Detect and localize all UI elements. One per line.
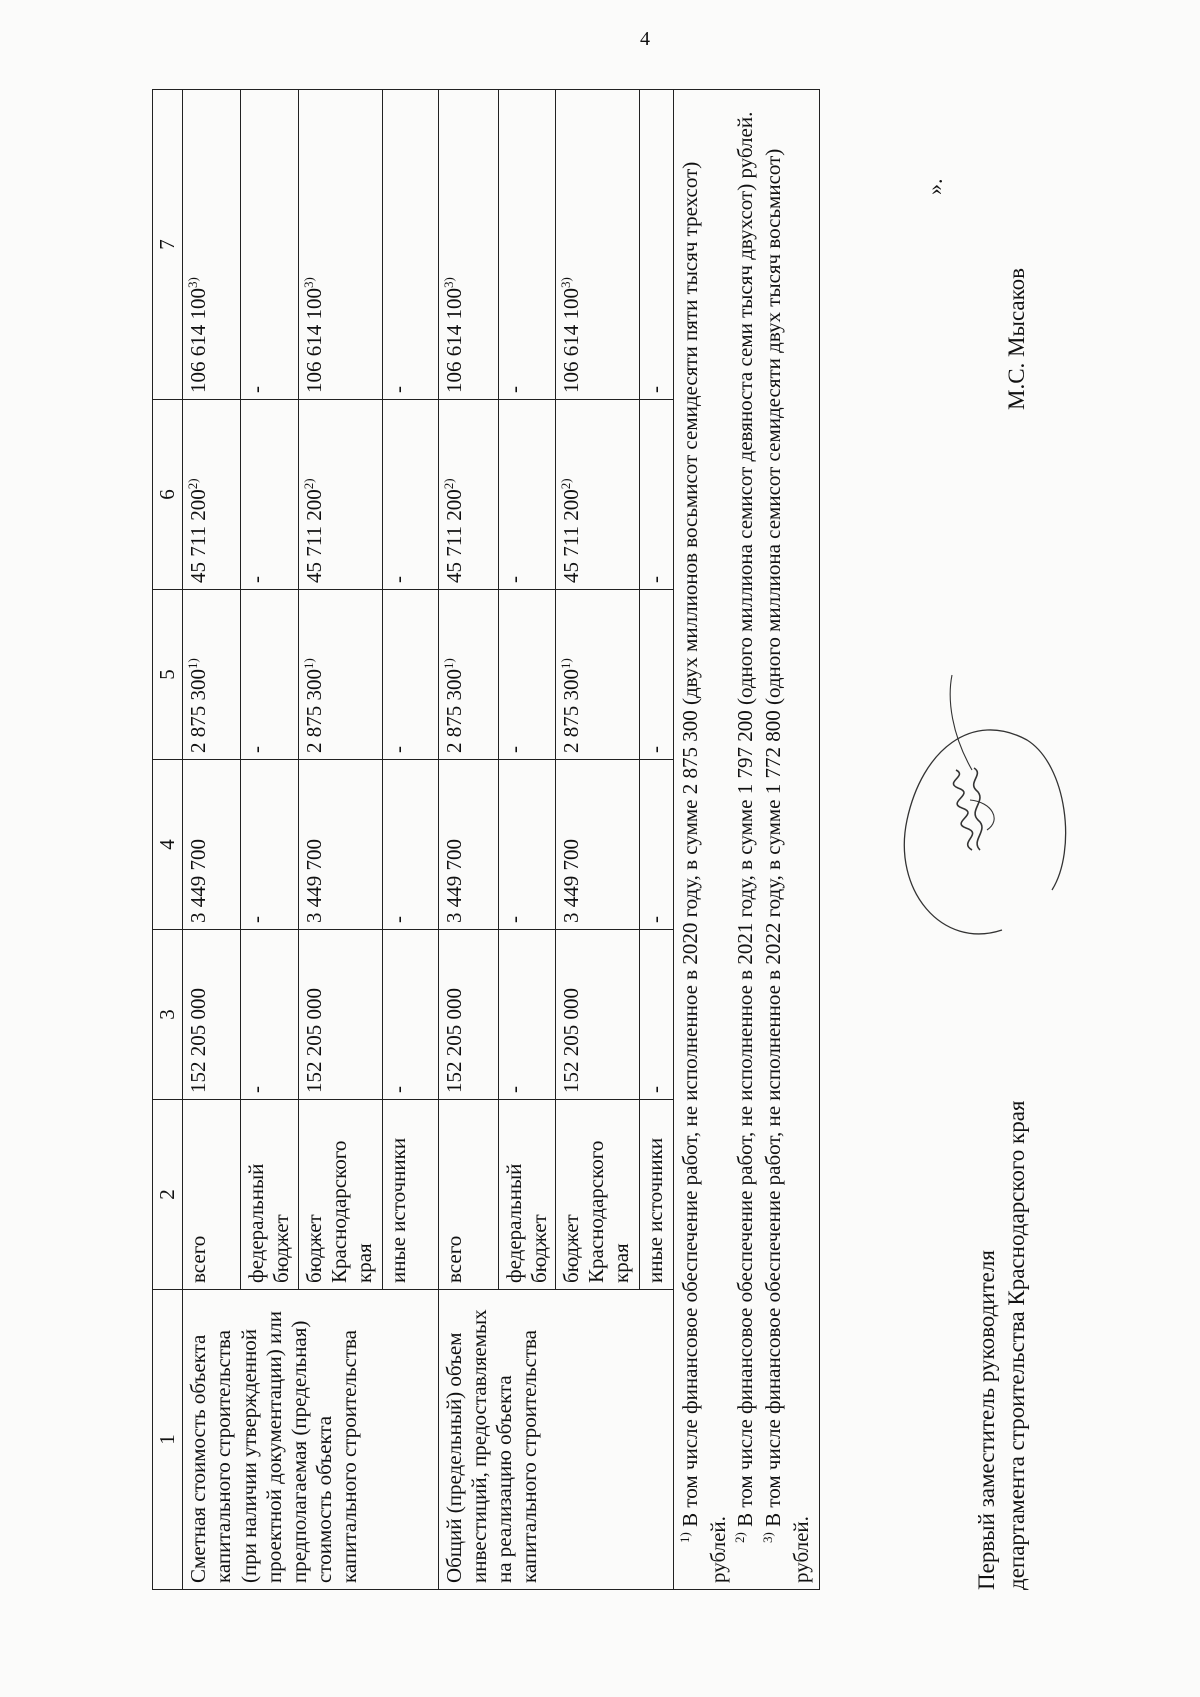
handwritten-signature: [852, 670, 1092, 970]
closing-quote: ».: [922, 178, 947, 195]
footnote-ref: 3): [300, 277, 316, 288]
value-cell-7: 106 614 100$^{3)}$: [298, 90, 382, 400]
table-row: [438, 90, 498, 1590]
object-title-cell: Сметная стоимость объекта капитального строительства (при наличии утвержденной проектной документации) или предполагаемая (предельная) стоимость объекта капитального строительства: [183, 1290, 438, 1590]
footnote-text: В том числе финансовое обеспечение работ, не исполненное в 2021 году, в сумме 1 797 200 (одного миллиона семисот девяноста семи тысяч двухсот) рублей.: [733, 111, 758, 1527]
col-header-1: 1: [153, 1290, 183, 1590]
value-cell-7: 106 614 100$^{3)}$: [555, 90, 639, 400]
footnote-ref: 3): [557, 277, 573, 288]
col-header-2: 2: [153, 1100, 183, 1290]
value-cell-5: -: [498, 590, 555, 760]
value-cell-4: -: [498, 760, 555, 930]
value-cell-7: -: [639, 90, 673, 400]
value-cell-3: 152 205 000: [298, 930, 382, 1100]
value-cell-4: -: [241, 760, 298, 930]
value-cell-3: 152 205 000: [183, 930, 241, 1100]
footnote-text: В том числе финансовое обеспечение работ, не исполненное в 2022 году, в сумме 1 772 800 (одного миллиона семисот семидесяти двух тысяч восьмисот) рублей.: [761, 148, 813, 1583]
footnote-mark: 2): [732, 1532, 748, 1543]
value-cell-5: 2 875 300$^{1)}$: [438, 590, 498, 760]
table-row: [183, 90, 241, 1590]
value-cell-6: -: [241, 400, 298, 590]
value-cell-6: 45 711 200$^{2)}$: [438, 400, 498, 590]
value-cell-5: 2 875 300$^{1)}$: [298, 590, 382, 760]
footnote-ref: 2): [440, 478, 456, 490]
rotated-page-content: [152, 90, 1072, 1590]
source-cell: всего: [438, 1100, 498, 1290]
value-cell-6: 45 711 200$^{2)}$: [298, 400, 382, 590]
footnote-mark: 3): [760, 1532, 776, 1543]
footnote-ref: 3): [440, 277, 456, 288]
value-cell-5: -: [241, 590, 298, 760]
value-cell-6: 45 711 200$^{2)}$: [183, 400, 241, 590]
value-cell-4: 3 449 700: [555, 760, 639, 930]
source-cell: иные источники: [382, 1100, 438, 1290]
footnotes-row: [673, 90, 819, 1590]
footnote-ref: 2): [185, 478, 201, 490]
value-cell-7: -: [498, 90, 555, 400]
footnote: [760, 96, 815, 1583]
source-cell: всего: [183, 1100, 241, 1290]
col-header-3: 3: [153, 930, 183, 1100]
footnote-ref: 1): [440, 658, 456, 669]
footnote-ref: 1): [300, 658, 316, 669]
table-header-row: [153, 90, 183, 1590]
value-cell-3: 152 205 000: [555, 930, 639, 1100]
footnote-mark: 1): [676, 1532, 692, 1543]
value-cell-5: 2 875 300$^{1)}$: [555, 590, 639, 760]
signer-title-line: департамента строительства Краснодарского края: [1003, 1100, 1029, 1590]
footnotes-cell: [673, 90, 819, 1590]
footnote: [732, 96, 760, 1583]
value-cell-3: -: [498, 930, 555, 1100]
signer-title-line: Первый заместитель руководителя: [974, 1250, 999, 1590]
source-cell: бюджет Краснодарского края: [298, 1100, 382, 1290]
footnote-ref: 2): [557, 478, 573, 490]
value-cell-7: -: [241, 90, 298, 400]
value-cell-5: -: [382, 590, 438, 760]
value-cell-3: 152 205 000: [438, 930, 498, 1100]
value-cell-3: -: [241, 930, 298, 1100]
source-cell: федеральный бюджет: [241, 1100, 298, 1290]
value-cell-4: -: [639, 760, 673, 930]
value-cell-6: 45 711 200$^{2)}$: [555, 400, 639, 590]
col-header-6: 6: [153, 400, 183, 590]
value-cell-6: -: [382, 400, 438, 590]
source-cell: иные источники: [639, 1100, 673, 1290]
col-header-7: 7: [153, 90, 183, 400]
value-cell-5: -: [639, 590, 673, 760]
source-cell: федеральный бюджет: [498, 1100, 555, 1290]
footnote-ref: 2): [300, 478, 316, 490]
source-cell: бюджет Краснодарского края: [555, 1100, 639, 1290]
signer-title: [972, 1101, 1032, 1590]
value-cell-3: -: [382, 930, 438, 1100]
footnote-ref: 3): [185, 277, 201, 288]
col-header-5: 5: [153, 590, 183, 760]
footnote-text: В том числе финансовое обеспечение работ, не исполненное в 2020 году, в сумме 2 875 300 (двух миллионов восьмисот семидесяти пяти тысяч трехсот) рублей.: [677, 161, 730, 1583]
value-cell-5: 2 875 300$^{1)}$: [183, 590, 241, 760]
value-cell-7: -: [382, 90, 438, 400]
value-cell-4: -: [382, 760, 438, 930]
value-cell-6: -: [498, 400, 555, 590]
value-cell-7: 106 614 100$^{3)}$: [183, 90, 241, 400]
page-number: 4: [640, 28, 650, 50]
value-cell-4: 3 449 700: [298, 760, 382, 930]
footnote: [677, 96, 732, 1583]
value-cell-6: -: [639, 400, 673, 590]
value-cell-4: 3 449 700: [183, 760, 241, 930]
signer-name: М.С. Мысаков: [1004, 267, 1029, 410]
col-header-4: 4: [153, 760, 183, 930]
value-cell-4: 3 449 700: [438, 760, 498, 930]
object-title-cell: Общий (предельный) объем инвестиций, предоставляемых на реализацию объекта капитального строительства: [438, 1290, 673, 1590]
footnote-ref: 1): [557, 658, 573, 669]
budget-table: [152, 89, 820, 1590]
footnote-ref: 1): [185, 658, 201, 669]
value-cell-3: -: [639, 930, 673, 1100]
value-cell-7: 106 614 100$^{3)}$: [438, 90, 498, 400]
